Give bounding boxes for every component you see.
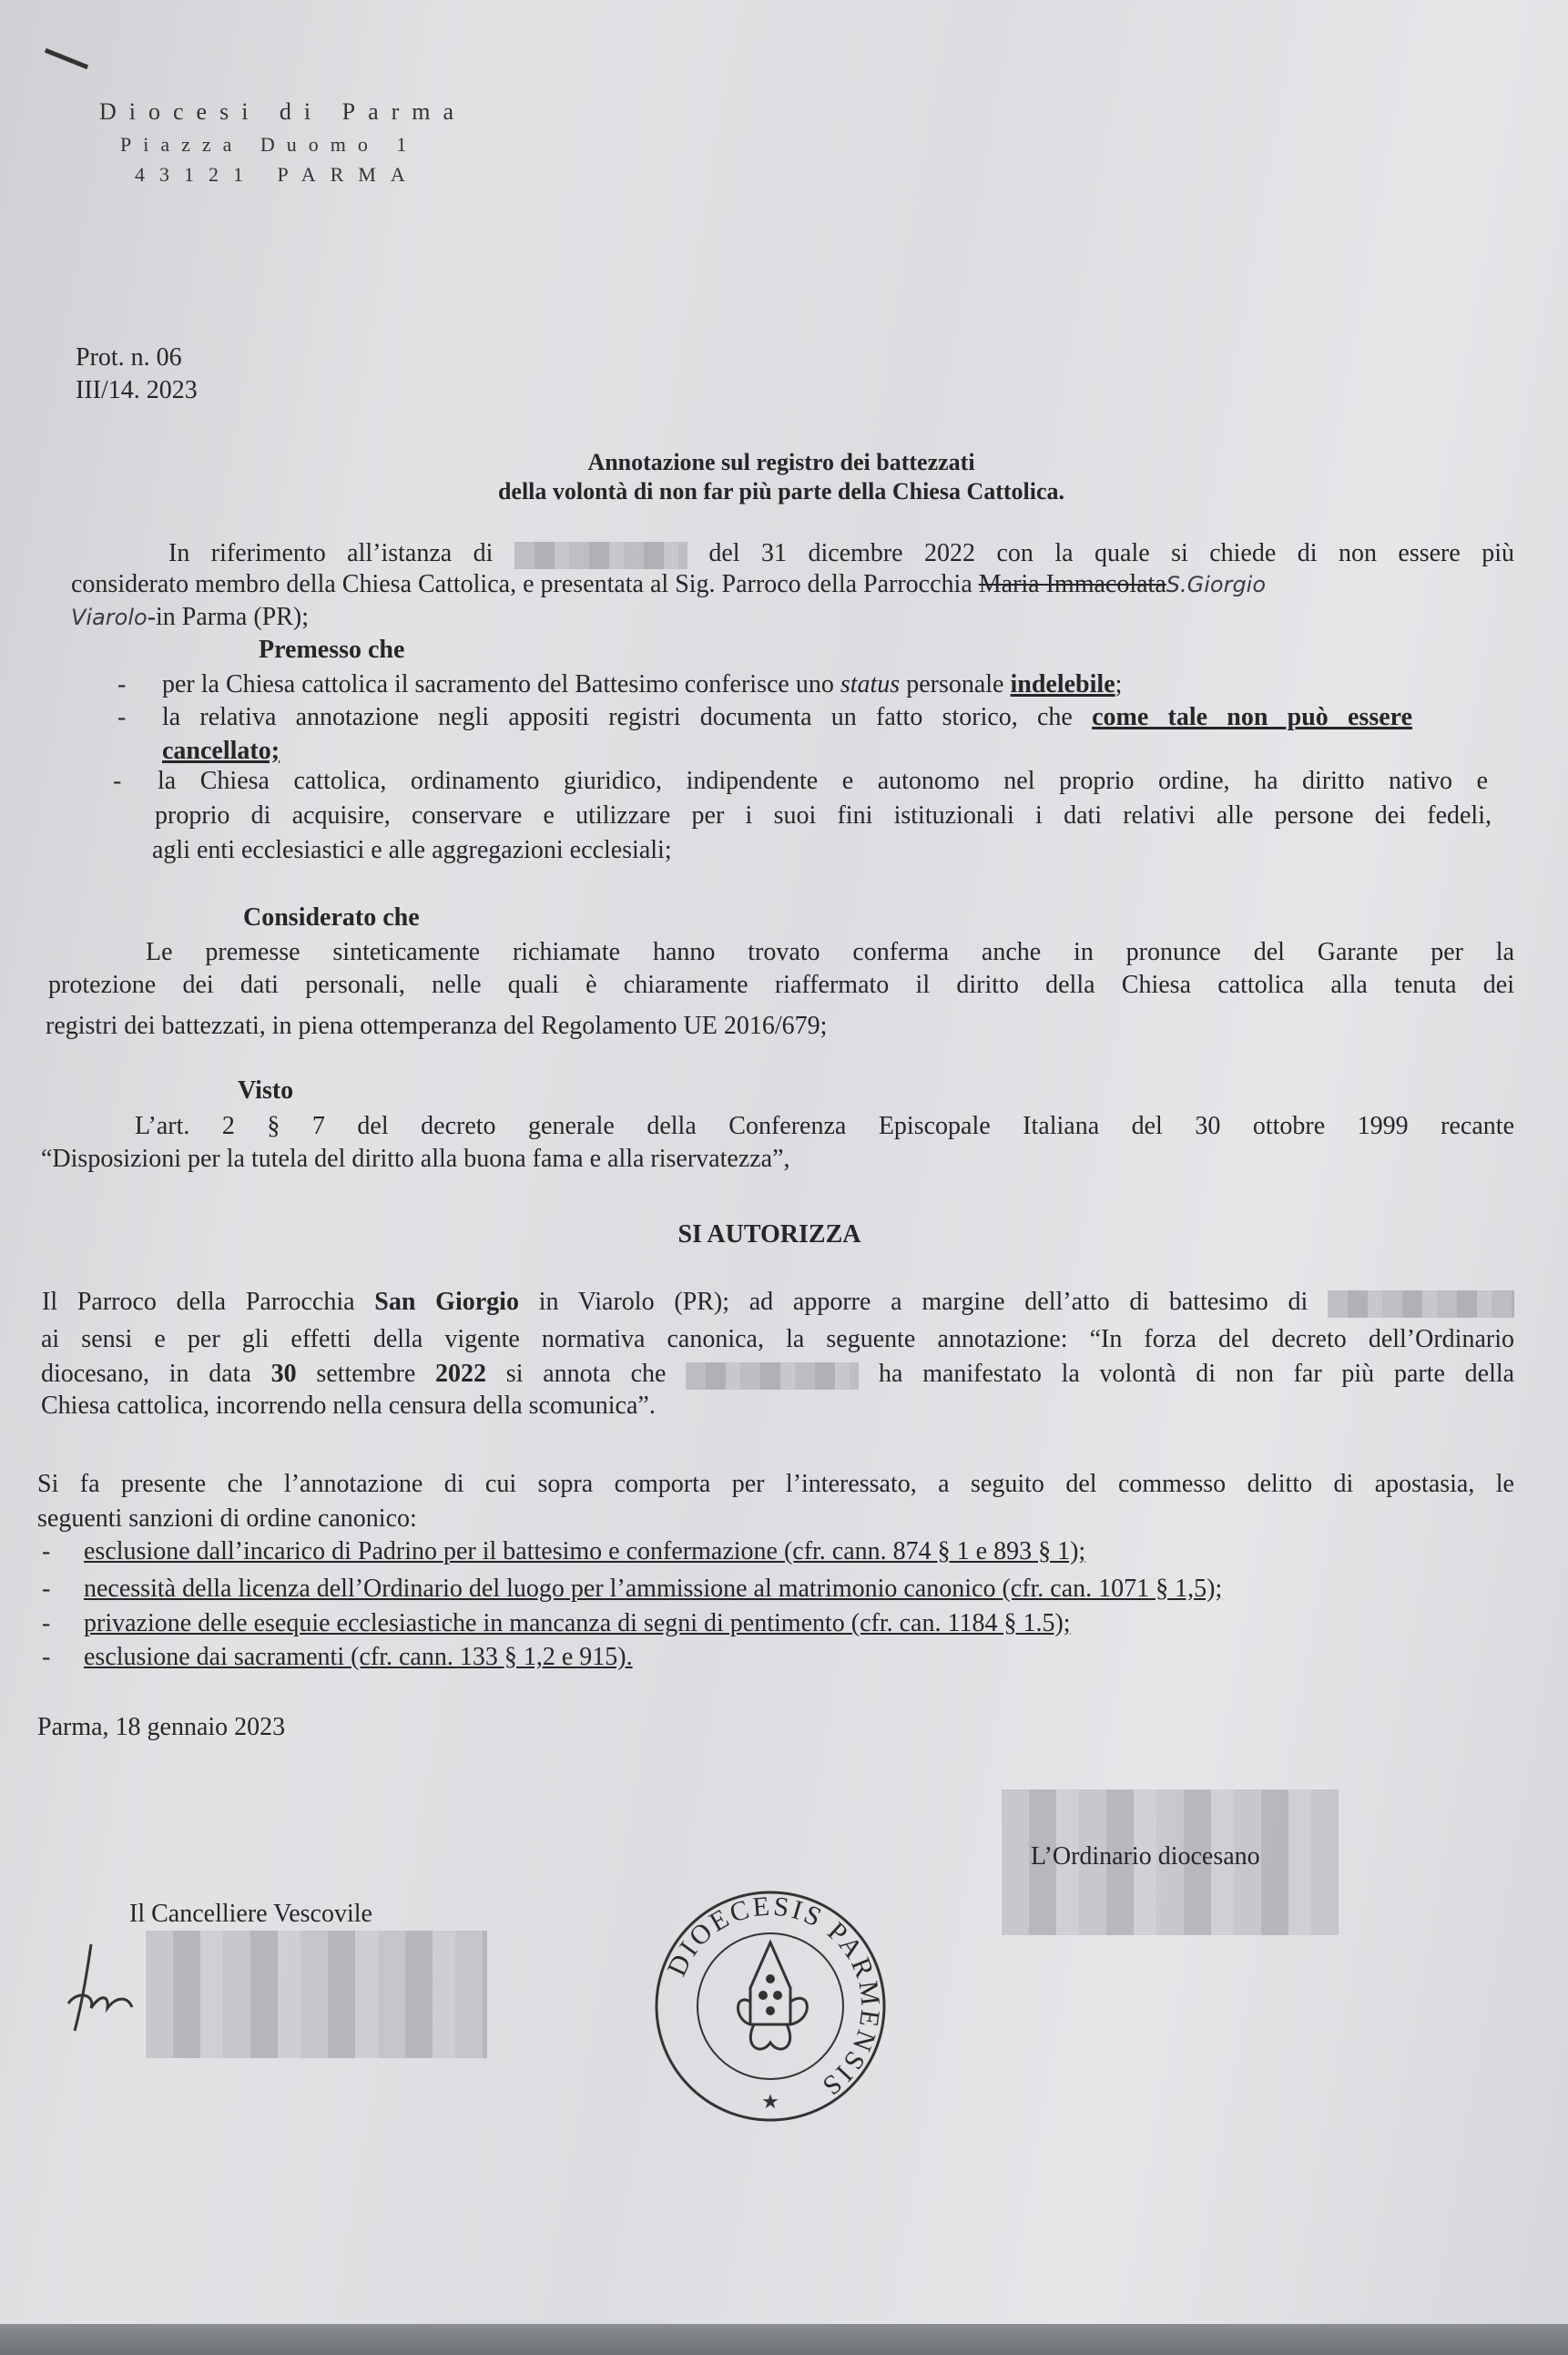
redacted-signature-cancelliere [146,1931,487,2058]
text: la relativa annotazione negli appositi registri documenta un fatto storico, che [162,703,1073,731]
text: -in Parma (PR); [147,603,310,631]
considerato-l3: registri dei battezzati, in piena ottemperanza del Regolamento UE 2016/679; [46,1012,828,1040]
text: in Viarolo (PR); ad apporre a margine dell’atto di battesimo di [538,1288,1308,1316]
parish-name: San Giorgio [374,1288,519,1316]
bullet: - [42,1609,51,1637]
emphasis: come tale non può essere [1092,703,1412,731]
star-icon: ★ [761,2090,779,2113]
autorizza-l2: ai sensi e per gli effetti della vigente normativa canonica, la seguente annotazione: “In forza del decreto dell’Ordinario [41,1325,1514,1353]
autorizza-l4: Chiesa cattolica, incorrendo nella censura della scomunica”. [41,1392,656,1420]
intro-line-1 [168,537,1514,570]
corner-mark [45,48,88,69]
sanzione-item: esclusione dall’incarico di Padrino per il battesimo e confermazione (cfr. cann. 874 § 1 e 893 § 1); [84,1537,1086,1565]
bullet: - [42,1575,51,1603]
handwritten-correction: Viarolo [71,605,148,630]
considerato-l2: protezione dei dati personali, nelle quali è chiaramente riaffermato il diritto della Chiesa cattolica alla tenuta dei [48,971,1514,999]
text: del 31 dicembre 2022 con la quale si chiede di non essere più [708,539,1515,567]
handwritten-correction: S.Giorgio [1166,572,1267,597]
letterhead-city: 43121 PARMA [135,163,420,186]
redacted-name [514,542,687,569]
background-fabric [0,2324,1568,2355]
emphasis: indelebile [1010,670,1115,698]
premesso-heading: Premesso che [259,636,405,664]
protocol-number: Prot. n. 06 [76,343,182,372]
letterhead-diocese: Diocesi di Parma [99,98,467,125]
text: settembre [316,1360,416,1388]
text: Il Parroco della Parrocchia [42,1288,355,1316]
sanzione-item: privazione delle esequie ecclesiastiche in mancanza di segni di pentimento (cfr. can. 1184 § 1.5); [84,1609,1071,1637]
text: considerato membro della Chiesa Cattolica, e presentata al Sig. Parroco della Parrocchia [71,570,972,598]
considerato-l1: Le premesse sinteticamente richiamate hanno trovato conferma anche in pronunce del Garante per la [146,938,1514,966]
sanzione-item: necessità della licenza dell’Ordinario del luogo per l’ammissione al matrimonio canonico (cfr. can. 1071 § 1,5); [84,1575,1223,1603]
autorizza-heading: SI AUTORIZZA [677,1220,861,1249]
redacted-name [1328,1290,1514,1318]
place-date: Parma, 18 gennaio 2023 [37,1713,286,1741]
premesso-item-3-l2: proprio di acquisire, conservare e utilizzare per i suoi fini istituzionali i dati relativi alle persone dei fedeli, [155,801,1492,830]
autorizza-l3 [41,1358,1514,1391]
protocol-ref: III/14. 2023 [76,376,198,404]
intro-line-2 [71,568,1528,601]
premesso-item-1 [162,668,1122,701]
redacted-name [686,1362,859,1390]
considerato-heading: Considerato che [243,903,420,932]
text: personale [906,670,1004,698]
bullet: - [117,670,127,698]
text: ha manifestato la volontà di non far più parte della [879,1360,1515,1388]
text: In riferimento all’istanza di [168,539,494,567]
text: status [840,670,901,698]
bullet: - [42,1537,51,1565]
bullet: - [42,1643,51,1671]
premesso-item-2-cont: cancellato; [162,737,280,765]
sanzioni-l2: seguenti sanzioni di ordine canonico: [37,1504,417,1533]
date-day: 30 [270,1360,297,1388]
date-year: 2022 [435,1360,487,1388]
handwritten-signature [55,1940,155,2040]
bullet: - [117,703,127,731]
signature-label-cancelliere: Il Cancelliere Vescovile [129,1900,372,1928]
seal-text: DIOECESIS PARMENSIS [661,1891,886,2103]
visto-l2: “Disposizioni per la tutela del diritto alla buona fama e alla riservatezza”, [41,1145,790,1173]
text: si annota che [505,1360,667,1388]
sanzioni-l1: Si fa presente che l’annotazione di cui sopra comporta per l’interessato, a seguito del commesso delitto di apostasia, le [37,1470,1514,1498]
title-line-1: Annotazione sul registro dei battezzati [587,449,975,475]
text: diocesano, in data [41,1360,251,1388]
intro-line-3 [71,601,309,634]
premesso-item-3-l1: la Chiesa cattolica, ordinamento giuridico, indipendente e autonomo nel proprio ordine, ha diritto nativo e [158,767,1488,795]
title-line-2: della volontà di non far più parte della Chiesa Cattolica. [497,478,1065,505]
bullet: - [113,767,122,795]
diocese-seal [652,1888,889,2125]
text: ; [1115,670,1123,698]
visto-l1: L’art. 2 § 7 del decreto generale della Conferenza Episcopale Italiana del 30 ottobre 1999 recante [135,1112,1514,1140]
sanzione-item: esclusione dai sacramenti (cfr. cann. 133 § 1,2 e 915). [84,1643,633,1671]
letterhead-address: Piazza Duomo 1 [120,133,419,156]
premesso-item-2 [162,701,1412,734]
autorizza-l1 [42,1286,1514,1319]
premesso-item-3-l3: agli enti ecclesiastici e alle aggregazioni ecclesiali; [152,836,672,864]
text: per la Chiesa cattolica il sacramento del Battesimo conferisce uno [162,670,834,698]
struck-parish-name: Maria Immacolata [978,570,1166,598]
signature-label-ordinario: L’Ordinario diocesano [1031,1842,1260,1871]
visto-heading: Visto [238,1076,294,1105]
